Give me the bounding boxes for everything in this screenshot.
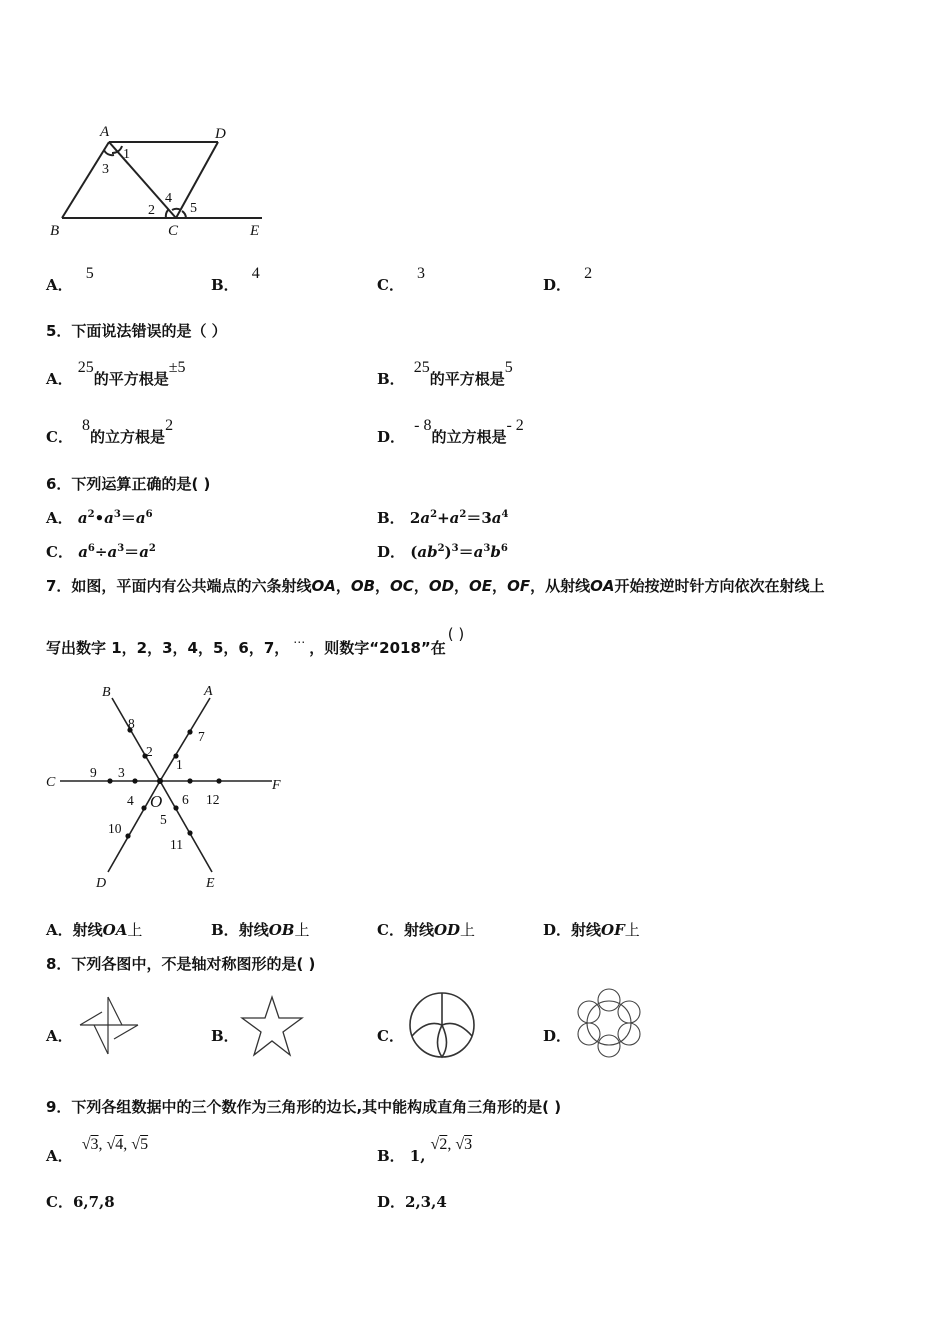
q6-option-d[interactable] [377,541,508,562]
point-c-label: C [168,223,179,239]
point-d-label: D [215,126,226,142]
option-label: D． [377,1193,406,1211]
star-shape [238,994,306,1060]
parallelogram-figure [40,118,275,243]
option-label: B． [377,1147,405,1165]
num-5: 5 [160,812,167,827]
num-1: 1 [176,757,183,772]
num-9: 9 [90,765,97,780]
q4-option-c[interactable] [377,262,426,294]
option-label: C． [46,1193,73,1211]
q5-result: - 2 [506,417,524,434]
q7-option-c[interactable]: C．射线OD上 [377,921,476,939]
num-2: 2 [146,744,153,759]
q4-option-b[interactable] [211,262,260,294]
ray-d-label: D [96,876,107,891]
option-label: A． [46,921,73,939]
pinwheel-shape [76,992,148,1060]
option-label: B． [377,370,405,388]
q6-expression: $a^6\div a^3=a^2$ [78,543,156,561]
option-label: D． [377,543,406,561]
q7-option-d[interactable]: D．射线OF上 [543,921,640,939]
q8-option-b-label[interactable]: B． [211,1027,239,1045]
option-label: C． [377,921,404,939]
option-value: 4 [251,265,260,282]
q9-option-d[interactable] [377,1191,447,1212]
option-label: A． [46,276,73,294]
num-4: 4 [127,793,134,808]
option-label: D． [543,276,572,294]
ray-b-label: B [102,685,111,700]
q8-option-c-label[interactable]: C． [377,1027,404,1045]
option-value: 5 [85,265,94,282]
option-text: 2,3,4 [405,1193,447,1211]
q5-text: 的平方根是 [93,370,169,388]
sqrt-list: √3, √4, √5 [81,1136,149,1153]
q8-stem: 8．下列各图中，不是轴对称图形的是( ) [46,955,316,973]
q5-number: - 8 [414,417,432,434]
flower-circle-shape [570,986,648,1060]
option-text: 6,7,8 [72,1193,115,1211]
option-text: 1, [409,1147,426,1165]
option-label: D． [543,921,572,939]
q6-option-b[interactable] [377,507,508,528]
option-value: 2 [584,265,593,282]
ray-a-label: A [204,684,213,699]
q5-option-d[interactable] [377,414,524,446]
num-7: 7 [198,729,205,744]
q9-stem: 9．下列各组数据中的三个数作为三角形的边长,其中能构成直角三角形的是( ) [46,1098,562,1116]
q6-expression: $2a^2+a^2=3a^4$ [409,509,509,527]
q5-text: 的立方根是 [90,428,166,446]
q5-stem: 5．下面说法错误的是（ ） [46,322,227,340]
ray-e-label: E [206,876,215,891]
ray-c-label: C [46,775,56,790]
q9-option-b[interactable] [377,1133,473,1165]
option-label: C． [377,276,404,294]
option-label: B． [377,509,405,527]
num-6: 6 [182,792,189,807]
origin-o-label: O [150,792,163,811]
q4-option-a[interactable] [46,262,94,294]
q5-option-c[interactable] [46,414,174,446]
num-8: 8 [128,716,135,731]
num-11: 11 [170,837,183,852]
q8-option-a-label[interactable]: A． [46,1027,73,1045]
option-label: C． [46,543,73,561]
q5-option-a[interactable] [46,356,186,388]
angle-4-label: 4 [165,191,172,206]
q9-option-c[interactable] [46,1191,115,1212]
q5-number: 25 [413,359,430,376]
option-label: D． [377,428,406,446]
point-a-label: A [100,124,110,140]
option-label: A． [46,370,73,388]
q7-option-a[interactable]: A．射线OA上 [46,921,143,939]
option-label: A． [46,509,73,527]
ray-f-label: F [272,778,281,793]
q6-expression: $(ab^2)^3=a^3b^6$ [410,543,508,561]
sqrt-list: √2, √3 [430,1136,473,1153]
q9-option-a[interactable] [46,1133,149,1165]
q4-option-d[interactable] [543,262,593,294]
q5-result: 2 [165,417,174,434]
q7-stem-line1: 7．如图，平面内有公共端点的六条射线OA，OB，OC，OD，OE，OF，从射线OA开始按逆时针方向依次在射线上 [46,577,825,595]
q5-number: 25 [77,359,94,376]
q6-stem: 6．下列运算正确的是( ) [46,475,211,493]
q5-number: 8 [82,417,91,434]
angle-3-label: 3 [102,162,109,177]
num-3: 3 [118,765,125,780]
option-label: C． [46,428,73,446]
six-rays-figure [40,680,300,895]
q5-text: 的平方根是 [429,370,505,388]
angle-5-label: 5 [190,201,197,216]
option-label: B． [211,276,239,294]
q6-option-a[interactable] [46,507,153,528]
num-12: 12 [206,792,220,807]
q8-option-d-label[interactable]: D． [543,1027,572,1045]
q5-text: 的立方根是 [431,428,507,446]
q5-option-b[interactable] [377,356,513,388]
q5-result: ±5 [168,359,186,376]
point-b-label: B [50,223,60,239]
angle-2-label: 2 [148,203,155,218]
circle-three-arcs-shape [405,989,479,1061]
q5-result: 5 [504,359,513,376]
option-value: 3 [417,265,426,282]
angle-1-label: 1 [123,147,130,162]
option-label: B． [211,921,239,939]
num-10: 10 [108,821,122,836]
q6-option-c[interactable] [46,541,156,562]
q6-expression: $a^2•a^3=a^6$ [77,509,153,527]
q7-stem-line2: 写出数字 1，2，3，4，5，6，7， … ，则数字“2018”在( ) [46,625,465,657]
point-e-label: E [250,223,260,239]
q7-option-b[interactable]: B．射线OB上 [211,921,310,939]
option-label: A． [46,1147,73,1165]
